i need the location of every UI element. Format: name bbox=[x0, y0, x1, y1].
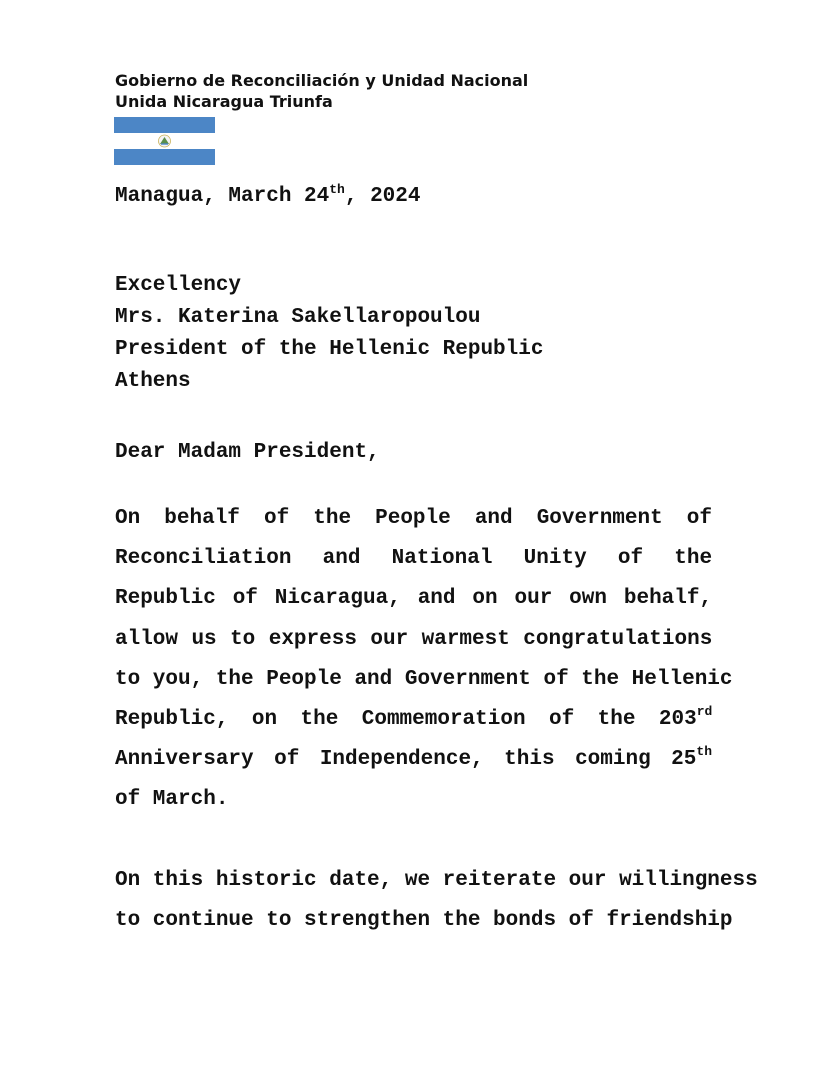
letterhead-government-name: Gobierno de Reconciliación y Unidad Nacional bbox=[115, 71, 529, 90]
paragraph-line: On this historic date, we reiterate our willingness bbox=[115, 869, 758, 892]
letterhead bbox=[115, 70, 528, 112]
nicaragua-flag-icon bbox=[114, 117, 215, 165]
recipient-city: Athens bbox=[115, 370, 191, 393]
paragraph-line: On behalf of the People and Government of bbox=[115, 507, 712, 530]
recipient-title: Excellency bbox=[115, 274, 242, 297]
paragraph-line: allow us to express our warmest congratulations bbox=[115, 627, 713, 651]
paragraph-line: of March. bbox=[115, 788, 229, 812]
recipient-position: President of the Hellenic Republic bbox=[115, 338, 544, 361]
salutation: Dear Madam President, bbox=[115, 441, 380, 464]
paragraph-line: to continue to strengthen the bonds of friendship bbox=[115, 909, 733, 933]
recipient-block bbox=[115, 270, 543, 398]
recipient-name: Mrs. Katerina Sakellaropoulou bbox=[115, 306, 481, 329]
body-paragraph-1 bbox=[115, 499, 733, 821]
paragraph-line: to you, the People and Government of the Hellenic bbox=[115, 667, 733, 691]
paragraph-line: Anniversary of Independence, this coming 25th bbox=[115, 744, 712, 772]
dateline-ordinal: th bbox=[329, 182, 345, 197]
paragraph-line: Republic of Nicaragua, and on our own behalf, bbox=[115, 587, 713, 611]
paragraph-line: Reconciliation and National Unity of the bbox=[115, 547, 713, 571]
body-paragraph-2 bbox=[115, 861, 758, 941]
dateline: Managua, March 24th, 2024 bbox=[115, 182, 421, 208]
paragraph-line: Republic, on the Commemoration of the 203rd bbox=[115, 704, 713, 732]
letterhead-slogan: Unida Nicaragua Triunfa bbox=[115, 92, 333, 111]
